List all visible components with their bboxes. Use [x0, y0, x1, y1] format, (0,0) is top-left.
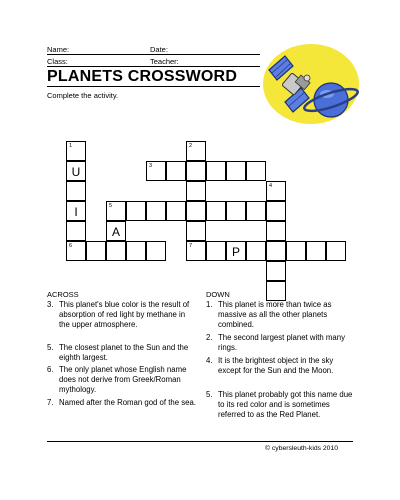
crossword-cell[interactable] — [66, 141, 86, 161]
teacher-label: Teacher: — [150, 57, 179, 66]
footer-rule — [47, 441, 353, 442]
crossword-cell[interactable] — [266, 221, 286, 241]
crossword-cell[interactable] — [266, 181, 286, 201]
name-label: Name: — [47, 45, 70, 54]
clue-text: Named after the Roman god of the sea. — [59, 398, 196, 407]
crossword-cell[interactable] — [206, 201, 226, 221]
clue-text: The closest planet to the Sun and the eighth largest. — [59, 343, 189, 363]
crossword-cell[interactable] — [326, 241, 346, 261]
crossword-cell[interactable] — [246, 201, 266, 221]
crossword-cell[interactable] — [106, 241, 126, 261]
clue-number-label: 2 — [189, 143, 193, 149]
clue-number: 4. — [206, 356, 213, 365]
crossword-cell[interactable] — [246, 161, 266, 181]
crossword-cell[interactable] — [306, 241, 326, 261]
clue-text: The second largest planet with many rings. — [218, 333, 345, 353]
clue-number: 7. — [47, 398, 54, 407]
instructions: Complete the activity. — [47, 91, 119, 100]
crossword-cell[interactable] — [266, 261, 286, 281]
clue-text: This planet probably got this name due to its red color and is sometimes referred to as the Red Planet. — [218, 390, 353, 420]
clue-text: The only planet whose English name does not derive from Greek/Roman mythology. — [59, 365, 187, 395]
clue-number: 3. — [47, 300, 54, 309]
across-clue — [47, 343, 197, 363]
filled-letter: I — [74, 205, 78, 219]
clue-number-label: 7 — [189, 243, 193, 249]
clue-number: 6. — [47, 365, 54, 374]
crossword-cell[interactable] — [246, 241, 266, 261]
crossword-cell[interactable] — [126, 201, 146, 221]
down-clue — [206, 300, 356, 331]
down-clue — [206, 356, 356, 376]
crossword-cell[interactable] — [86, 241, 106, 261]
across-clue — [47, 300, 197, 331]
across-clue — [47, 365, 197, 396]
crossword-cell[interactable] — [186, 241, 206, 261]
crossword-cell[interactable] — [226, 201, 246, 221]
page-title: PLANETS CROSSWORD — [47, 68, 238, 85]
clue-text: This planet's blue color is the result of absorption of red light by methane in the upper atmosphere. — [59, 300, 190, 330]
clue-text: It is the brightest object in the sky except for the Sun and the Moon. — [218, 356, 334, 376]
crossword-cell[interactable] — [66, 201, 86, 221]
clue-number: 5. — [47, 343, 54, 352]
across-clue — [47, 398, 197, 408]
filled-letter: U — [71, 165, 81, 179]
clue-number-label: 3 — [149, 163, 153, 169]
filled-letter: A — [111, 225, 120, 239]
crossword-cell[interactable] — [266, 201, 286, 221]
crossword-cell[interactable] — [126, 241, 146, 261]
crossword-cell[interactable] — [266, 281, 286, 301]
crossword-cell[interactable] — [66, 241, 86, 261]
date-label: Date: — [150, 45, 168, 54]
crossword-cell[interactable] — [186, 181, 206, 201]
crossword-cell[interactable] — [186, 141, 206, 161]
crossword-cell[interactable] — [206, 241, 226, 261]
crossword-cell[interactable] — [186, 201, 206, 221]
down-clue — [206, 390, 356, 421]
crossword-cell[interactable] — [286, 241, 306, 261]
clue-number: 2. — [206, 333, 213, 342]
crossword-cell[interactable] — [106, 201, 126, 221]
crossword-cell[interactable] — [146, 201, 166, 221]
clue-number-label: 1 — [69, 143, 73, 149]
crossword-cell[interactable] — [66, 221, 86, 241]
crossword-cell[interactable] — [206, 161, 226, 181]
copyright: © cybersleuth-kids 2010 — [265, 445, 339, 452]
clue-number: 1. — [206, 300, 213, 309]
crossword-cell[interactable] — [146, 241, 166, 261]
crossword-cell[interactable] — [186, 221, 206, 241]
crossword-cell[interactable] — [166, 201, 186, 221]
clue-number-label: 5 — [109, 203, 113, 209]
crossword-cell[interactable] — [66, 161, 86, 181]
clue-number-label: 6 — [69, 243, 73, 249]
down-heading: DOWN — [206, 290, 230, 299]
crossword-cell[interactable] — [106, 221, 126, 241]
crossword-cell[interactable] — [186, 161, 206, 181]
class-label: Class: — [47, 57, 68, 66]
crossword-cell[interactable] — [166, 161, 186, 181]
crossword-cell[interactable] — [226, 241, 246, 261]
crossword-cell[interactable] — [66, 181, 86, 201]
crossword-cell[interactable] — [266, 241, 286, 261]
crossword-cell[interactable] — [226, 161, 246, 181]
clue-number: 5. — [206, 390, 213, 399]
clue-text: This planet is more than twice as massive as all the other planets combined. — [218, 300, 332, 330]
filled-letter: P — [231, 245, 240, 259]
down-clue — [206, 333, 356, 353]
clue-number-label: 4 — [269, 183, 273, 189]
crossword-cell[interactable] — [146, 161, 166, 181]
across-heading: ACROSS — [47, 290, 79, 299]
